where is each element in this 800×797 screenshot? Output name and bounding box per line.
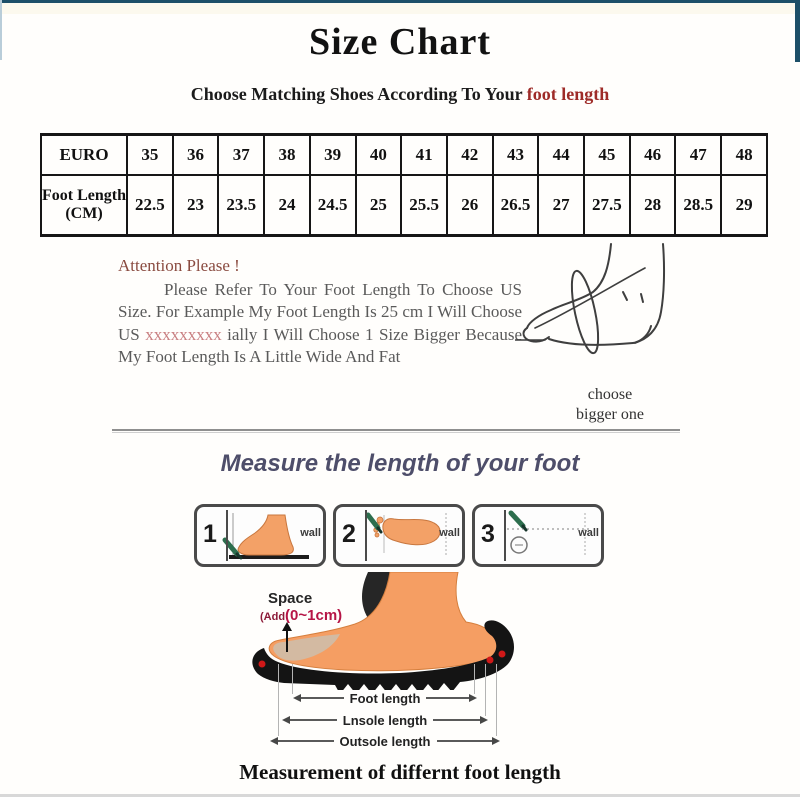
foot-length-cell: 23 [173, 175, 219, 236]
step-number: 3 [481, 520, 495, 548]
attention-heading: Attention Please ! [118, 256, 240, 275]
attention-text-start: Please Refer To Your Foot Length To Choose US Size. For Example My Foot Length Is 25 cm I Will Choose US [118, 279, 522, 344]
step-panel-3 [472, 504, 604, 567]
redacted-text: xxxxxxxxx [145, 324, 222, 344]
foot-length-cell: 26 [447, 175, 493, 236]
sketch-caption-line1: choose [587, 386, 633, 403]
subtitle-text: Choose Matching Shoes According To Your [190, 84, 527, 104]
leg-back-line [633, 244, 664, 343]
arrow-line [426, 697, 469, 699]
euro-header: EURO [41, 135, 127, 176]
foot-length-arrow [293, 692, 477, 704]
euro-size-cell: 37 [218, 135, 264, 176]
euro-size-cell: 39 [310, 135, 356, 176]
attention-paragraph [118, 279, 522, 369]
arrow-right-icon [492, 737, 500, 745]
euro-size-cell: 48 [721, 135, 767, 176]
heel-marker-dot [487, 657, 494, 664]
foot-length-cell: 26.5 [493, 175, 539, 236]
step-number: 1 [203, 520, 217, 548]
insole-length-arrow [282, 714, 488, 726]
attention-text-end: ially I Will Choose 1 Size Bigger Because My Foot Length Is A Little Wide And Fat [118, 324, 523, 366]
tape-loop [566, 269, 603, 355]
euro-size-cell: 35 [127, 135, 173, 176]
pencil-icon [511, 513, 523, 526]
outsole-length-arrow [270, 735, 500, 747]
toe-icon [377, 517, 383, 523]
foot-length-cell: 28 [630, 175, 676, 236]
foot-length-cell: 25.5 [401, 175, 447, 236]
foot-length-cell: 27 [538, 175, 584, 236]
foot-length-cell: 24.5 [310, 175, 356, 236]
toe-icon [375, 533, 379, 537]
wall-label: wall [439, 527, 460, 539]
foot-length-cell: 22.5 [127, 175, 173, 236]
euro-size-cell: 42 [447, 135, 493, 176]
measurement-label: Foot length [349, 690, 421, 706]
space-sub-prefix: (Add [260, 611, 286, 623]
foot-length-cell: 23.5 [218, 175, 264, 236]
footprint-icon [383, 519, 440, 545]
arrow-line [301, 697, 344, 699]
page-title: Size Chart [308, 21, 492, 63]
guide-line [485, 664, 486, 716]
euro-size-cell: 40 [356, 135, 402, 176]
wall-label: wall [578, 527, 599, 539]
ankle-mark [641, 294, 643, 302]
guide-line [474, 664, 475, 694]
heel-marker-dot [499, 651, 506, 658]
wall-label: wall [300, 527, 321, 539]
euro-size-cell: 38 [264, 135, 310, 176]
measurement-label: Outsole length [339, 733, 431, 749]
measurement-steps [194, 504, 604, 567]
section-divider [112, 429, 680, 433]
euro-size-cell: 41 [401, 135, 447, 176]
arrow-right-icon [480, 716, 488, 724]
foot-length-cell: 29 [721, 175, 767, 236]
subtitle-highlight: foot length [526, 84, 610, 104]
euro-size-cell: 44 [538, 135, 584, 176]
foot-length-cell: 24 [264, 175, 310, 236]
arrow-line [433, 719, 480, 721]
space-sub-value: (0~1cm) [285, 607, 343, 624]
arrow-right-icon [469, 694, 477, 702]
guide-line [292, 664, 293, 694]
euro-size-cell: 36 [173, 135, 219, 176]
tape-line [535, 268, 645, 328]
leg-front-line [527, 244, 611, 328]
euro-size-cell: 47 [675, 135, 721, 176]
euro-size-cell: 46 [630, 135, 676, 176]
toe-marker-dot [259, 661, 266, 668]
foot-side-icon [238, 515, 293, 555]
subtitle [0, 84, 800, 105]
arrow-line [290, 719, 337, 721]
space-label: Space [268, 590, 313, 607]
panel-divider [226, 510, 228, 561]
step-panel-1 [194, 504, 326, 567]
guide-line [496, 664, 497, 736]
foot-length-cell: 25 [356, 175, 402, 236]
arrow-line [278, 740, 334, 742]
sketch-caption [545, 385, 675, 425]
attention-block [118, 255, 522, 369]
arrow-left-icon [282, 716, 290, 724]
foot-length-header: Foot Length (CM) [41, 175, 127, 236]
bottom-caption: Measurement of differnt foot length [239, 760, 561, 784]
size-chart-table [40, 133, 768, 237]
ankle-mark [623, 292, 627, 300]
sketch-caption-line2: bigger one [576, 406, 644, 423]
top-tint-strip [0, 3, 800, 14]
foot-length-cell: 28.5 [675, 175, 721, 236]
foot-sketch-drawing [515, 240, 750, 368]
measurement-label: Lnsole length [342, 712, 428, 728]
arrow-left-icon [270, 737, 278, 745]
arrow-left-icon [293, 694, 301, 702]
euro-size-cell: 43 [493, 135, 539, 176]
arrow-line [437, 740, 493, 742]
space-sublabel [260, 607, 342, 625]
foot-length-cell: 27.5 [584, 175, 630, 236]
guide-line [278, 664, 279, 736]
step-panel-2 [333, 504, 465, 567]
measure-section-heading: Measure the length of your foot [220, 450, 580, 477]
sole-line [549, 339, 633, 345]
panel-divider [365, 510, 367, 561]
foot-length-row [41, 175, 767, 236]
euro-row [41, 135, 767, 176]
space-up-arrow [286, 630, 288, 652]
pencil-icon [368, 515, 378, 528]
pencil-tip [378, 528, 381, 532]
step-number: 2 [342, 520, 356, 548]
panel-divider [504, 510, 506, 561]
euro-size-cell: 45 [584, 135, 630, 176]
